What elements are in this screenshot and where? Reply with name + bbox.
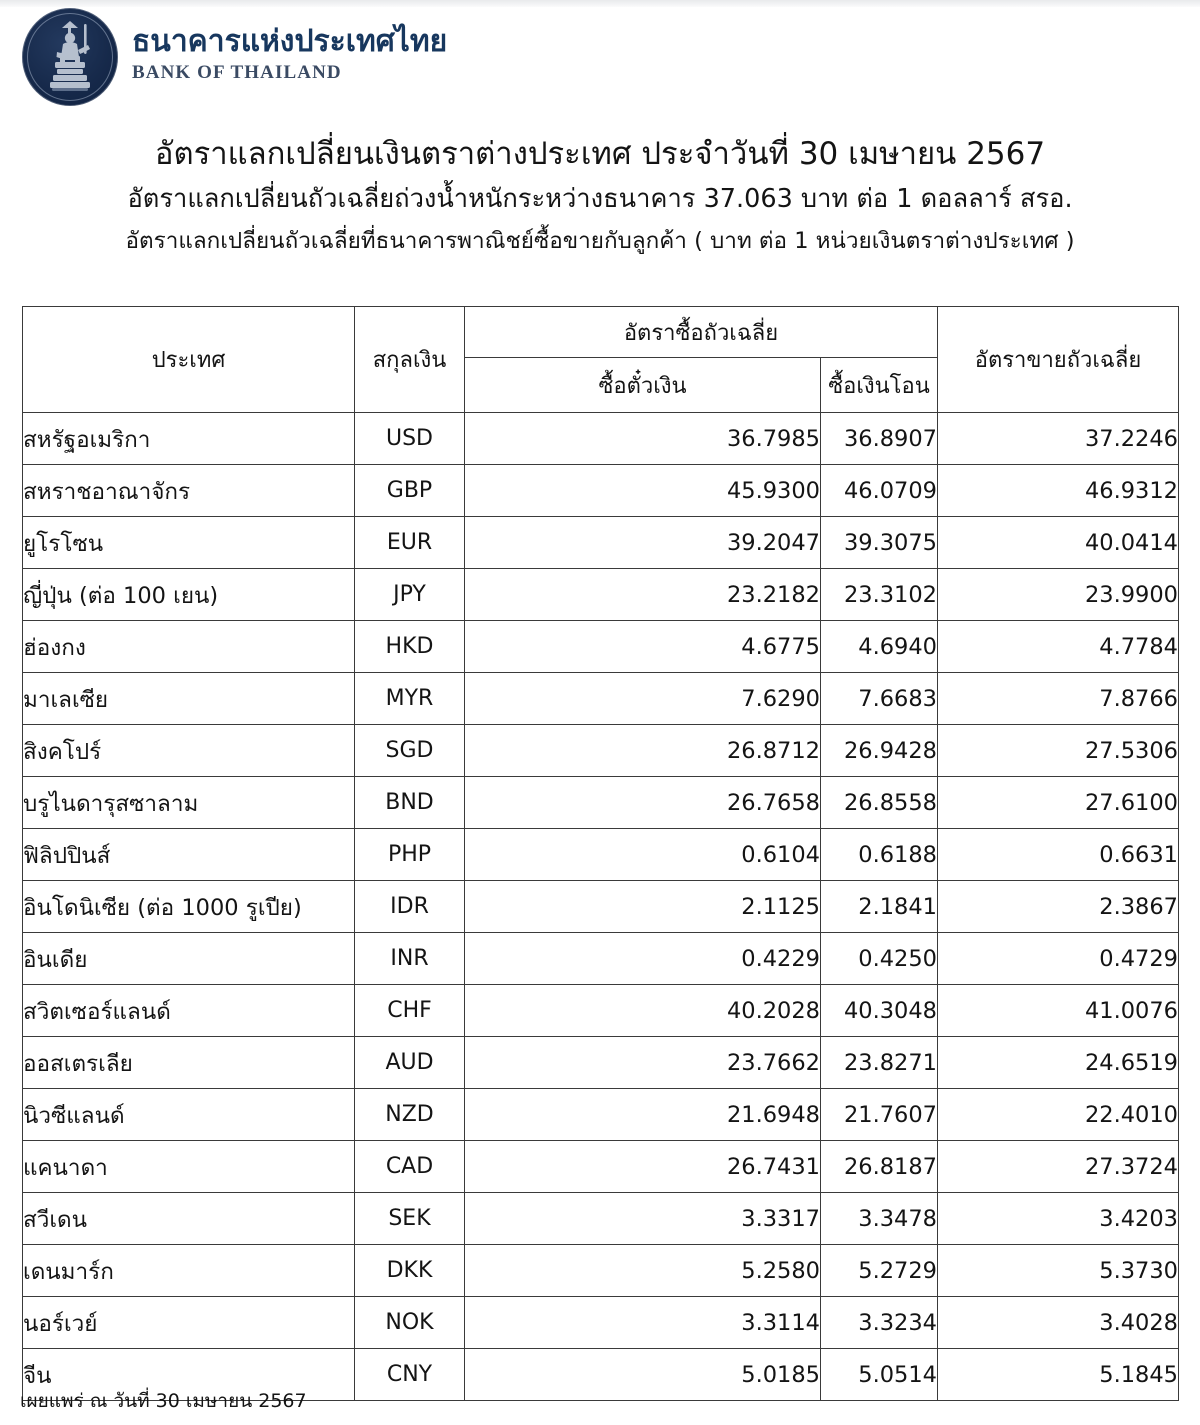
header-country: ประเทศ [23, 307, 355, 413]
cell-currency-code: SEK [355, 1193, 465, 1245]
cell-sell-average: 24.6519 [938, 1037, 1179, 1089]
brand-name-english: BANK OF THAILAND [132, 61, 342, 83]
cell-country: จีน [23, 1349, 355, 1401]
cell-buy-bill: 5.2580 [465, 1245, 821, 1297]
header-buy-transfer: ซื้อเงินโอน [821, 358, 938, 413]
cell-sell-average: 5.3730 [938, 1245, 1179, 1297]
cell-buy-bill: 5.0185 [465, 1349, 821, 1401]
cell-currency-code: PHP [355, 829, 465, 881]
cell-currency-code: AUD [355, 1037, 465, 1089]
cell-buy-transfer: 3.3234 [821, 1297, 938, 1349]
cell-buy-bill: 0.4229 [465, 933, 821, 985]
cell-buy-transfer: 5.2729 [821, 1245, 938, 1297]
top-gradient-strip [0, 0, 1200, 7]
cell-buy-transfer: 0.6188 [821, 829, 938, 881]
header-sell-average: อัตราขายถัวเฉลี่ย [938, 307, 1179, 413]
cell-buy-bill: 45.9300 [465, 465, 821, 517]
cell-buy-bill: 7.6290 [465, 673, 821, 725]
cell-currency-code: JPY [355, 569, 465, 621]
interbank-rate-line: อัตราแลกเปลี่ยนถัวเฉลี่ยถ่วงน้ำหนักระหว่างธนาคาร 37.063 บาท ต่อ 1 ดอลลาร์ สรอ. [127, 184, 1073, 215]
cell-buy-transfer: 26.8558 [821, 777, 938, 829]
cell-country: นิวซีแลนด์ [23, 1089, 355, 1141]
cell-currency-code: INR [355, 933, 465, 985]
cell-buy-bill: 26.8712 [465, 725, 821, 777]
table-row [23, 1089, 1179, 1141]
cell-buy-bill: 39.2047 [465, 517, 821, 569]
cell-buy-bill: 36.7985 [465, 413, 821, 465]
cell-currency-code: DKK [355, 1245, 465, 1297]
cell-country: ญี่ปุ่น (ต่อ 100 เยน) [23, 569, 355, 621]
header-buy-group: อัตราซื้อถัวเฉลี่ย [465, 307, 938, 358]
cell-currency-code: EUR [355, 517, 465, 569]
cell-buy-bill: 23.7662 [465, 1037, 821, 1089]
document-titles [0, 134, 1200, 257]
cell-sell-average: 2.3867 [938, 881, 1179, 933]
table-row [23, 465, 1179, 517]
cell-buy-transfer: 21.7607 [821, 1089, 938, 1141]
cell-currency-code: NOK [355, 1297, 465, 1349]
cell-buy-bill: 23.2182 [465, 569, 821, 621]
brand-name-thai: ธนาคารแห่งประเทศไทย [132, 24, 448, 60]
cell-buy-bill: 2.1125 [465, 881, 821, 933]
cell-buy-transfer: 0.4250 [821, 933, 938, 985]
cell-country: แคนาดา [23, 1141, 355, 1193]
cell-currency-code: BND [355, 777, 465, 829]
cell-currency-code: GBP [355, 465, 465, 517]
cell-sell-average: 27.3724 [938, 1141, 1179, 1193]
cell-country: สิงคโปร์ [23, 725, 355, 777]
published-date: เผยแพร่ ณ วันที่ 30 เมษายน 2567 [20, 1390, 307, 1412]
table-row [23, 1037, 1179, 1089]
header-currency: สกุลเงิน [355, 307, 465, 413]
cell-country: สหรัฐอเมริกา [23, 413, 355, 465]
cell-buy-bill: 26.7431 [465, 1141, 821, 1193]
cell-buy-transfer: 5.0514 [821, 1349, 938, 1401]
table-row [23, 413, 1179, 465]
table-row [23, 1245, 1179, 1297]
cell-country: นอร์เวย์ [23, 1297, 355, 1349]
cell-country: ยูโรโซน [23, 517, 355, 569]
cell-country: สวิตเซอร์แลนด์ [23, 985, 355, 1037]
cell-sell-average: 0.4729 [938, 933, 1179, 985]
cell-buy-transfer: 4.6940 [821, 621, 938, 673]
cell-buy-transfer: 7.6683 [821, 673, 938, 725]
cell-buy-transfer: 26.9428 [821, 725, 938, 777]
cell-buy-bill: 3.3317 [465, 1193, 821, 1245]
cell-currency-code: CHF [355, 985, 465, 1037]
cell-currency-code: CAD [355, 1141, 465, 1193]
cell-sell-average: 0.6631 [938, 829, 1179, 881]
cell-sell-average: 40.0414 [938, 517, 1179, 569]
cell-country: อินเดีย [23, 933, 355, 985]
commercial-bank-rate-line: อัตราแลกเปลี่ยนถัวเฉลี่ยที่ธนาคารพาณิชย์ซื้อขายกับลูกค้า ( บาท ต่อ 1 หน่วยเงินตราต่างประเทศ ) [125, 228, 1075, 255]
cell-currency-code: NZD [355, 1089, 465, 1141]
cell-country: อินโดนิเซีย (ต่อ 1000 รูเปีย) [23, 881, 355, 933]
page-title: อัตราแลกเปลี่ยนเงินตราต่างประเทศ ประจำวันที่ 30 เมษายน 2567 [154, 136, 1046, 172]
cell-buy-bill: 0.6104 [465, 829, 821, 881]
cell-buy-bill: 26.7658 [465, 777, 821, 829]
cell-buy-transfer: 2.1841 [821, 881, 938, 933]
cell-currency-code: IDR [355, 881, 465, 933]
table-row [23, 829, 1179, 881]
cell-buy-transfer: 23.3102 [821, 569, 938, 621]
table-row [23, 725, 1179, 777]
cell-buy-bill: 3.3114 [465, 1297, 821, 1349]
cell-currency-code: HKD [355, 621, 465, 673]
cell-currency-code: MYR [355, 673, 465, 725]
table-header [23, 307, 1179, 413]
cell-country: บรูไนดารุสซาลาม [23, 777, 355, 829]
bank-of-thailand-seal-icon [22, 8, 118, 106]
table-body [23, 413, 1179, 1401]
exchange-rate-table-wrap [22, 306, 1178, 1401]
table-row [23, 985, 1179, 1037]
cell-currency-code: CNY [355, 1349, 465, 1401]
cell-buy-transfer: 3.3478 [821, 1193, 938, 1245]
cell-sell-average: 37.2246 [938, 413, 1179, 465]
cell-buy-bill: 4.6775 [465, 621, 821, 673]
table-row [23, 933, 1179, 985]
cell-buy-transfer: 39.3075 [821, 517, 938, 569]
brand-header [22, 8, 447, 106]
table-row [23, 1297, 1179, 1349]
cell-country: เดนมาร์ก [23, 1245, 355, 1297]
cell-currency-code: USD [355, 413, 465, 465]
cell-sell-average: 3.4203 [938, 1193, 1179, 1245]
cell-buy-bill: 40.2028 [465, 985, 821, 1037]
cell-country: มาเลเซีย [23, 673, 355, 725]
cell-sell-average: 41.0076 [938, 985, 1179, 1037]
cell-sell-average: 46.9312 [938, 465, 1179, 517]
cell-country: ฟิลิปปินส์ [23, 829, 355, 881]
header-buy-bill: ซื้อตั๋วเงิน [465, 358, 821, 413]
cell-country: สหราชอาณาจักร [23, 465, 355, 517]
table-row [23, 673, 1179, 725]
cell-buy-bill: 21.6948 [465, 1089, 821, 1141]
table-row [23, 569, 1179, 621]
table-row [23, 1141, 1179, 1193]
table-row [23, 777, 1179, 829]
table-row [23, 621, 1179, 673]
cell-buy-transfer: 40.3048 [821, 985, 938, 1037]
cell-country: สวีเดน [23, 1193, 355, 1245]
table-row [23, 517, 1179, 569]
cell-buy-transfer: 26.8187 [821, 1141, 938, 1193]
cell-sell-average: 23.9900 [938, 569, 1179, 621]
cell-buy-transfer: 23.8271 [821, 1037, 938, 1089]
table-row [23, 1193, 1179, 1245]
cell-country: ออสเตรเลีย [23, 1037, 355, 1089]
cell-buy-transfer: 46.0709 [821, 465, 938, 517]
cell-sell-average: 3.4028 [938, 1297, 1179, 1349]
cell-sell-average: 7.8766 [938, 673, 1179, 725]
cell-buy-transfer: 36.8907 [821, 413, 938, 465]
cell-sell-average: 27.5306 [938, 725, 1179, 777]
cell-currency-code: SGD [355, 725, 465, 777]
cell-country: ฮ่องกง [23, 621, 355, 673]
cell-sell-average: 22.4010 [938, 1089, 1179, 1141]
cell-sell-average: 5.1845 [938, 1349, 1179, 1401]
table-row [23, 881, 1179, 933]
cell-sell-average: 27.6100 [938, 777, 1179, 829]
cell-sell-average: 4.7784 [938, 621, 1179, 673]
exchange-rate-table [22, 306, 1179, 1401]
